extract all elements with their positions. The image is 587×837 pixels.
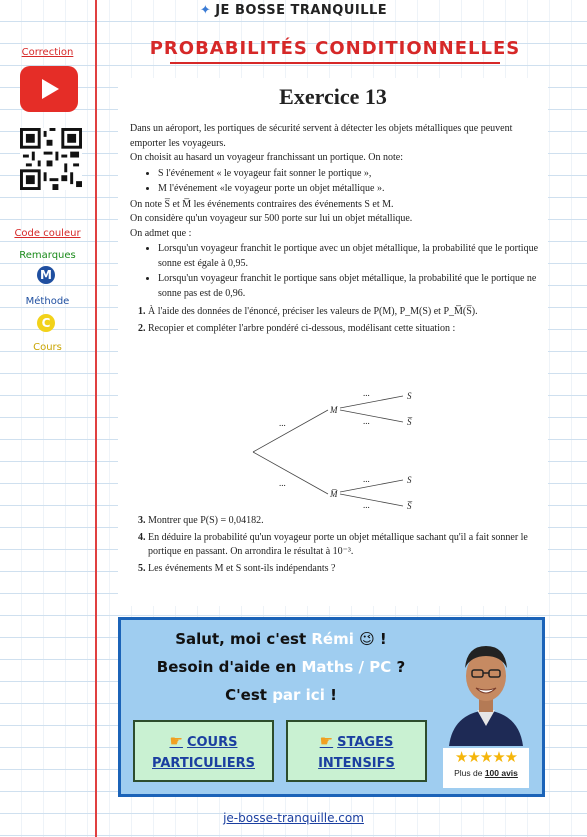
stages-intensifs-label-1: STAGES [337, 735, 394, 750]
promo-greeting-text: Salut, moi c'est [175, 630, 312, 648]
star-icon: ★★★★★ [454, 749, 518, 766]
stages-intensifs-button[interactable] [286, 720, 427, 782]
exercise-card [118, 78, 548, 606]
footer-link[interactable]: je-bosse-tranquille.com [223, 811, 364, 825]
page-title: PROBABILITÉS CONDITIONNELLES [149, 38, 521, 59]
brand-logo [0, 3, 587, 18]
brand-name: JE BOSSE TRANQUILLE [215, 3, 388, 18]
promo-help-text: Besoin d'aide en [156, 658, 302, 676]
tree-leaf-s-1: S [407, 391, 412, 401]
hypothesis-2: • Lorsqu'un voyageur franchit le portique sans objet métallique, la probabilité que le portique ne sonne pas est de 0,96. [158, 272, 538, 301]
tree-leaf-s-2: S [407, 475, 412, 485]
hypotheses-list [130, 242, 538, 301]
tree-dots-s-given-mbar: ... [363, 474, 370, 484]
question-4: 4. En déduire la probabilité qu'un voyageur porte un objet métallique sachant qu'il a fait sonner le portique en passant. On arrondira le résultat à 10⁻³. [148, 531, 538, 560]
question-1: 1. À l'aide des données de l'énoncé, préciser les valeurs de P(M), P_M(S) et P_M̅(S̅). [148, 305, 538, 320]
exercise-body [130, 122, 538, 338]
title-underline [170, 62, 500, 64]
cours-particuliers-button[interactable] [133, 720, 274, 782]
reviews-prefix: Plus de [454, 768, 485, 778]
promo-cta [121, 686, 441, 704]
cours-particuliers-label-2: PARTICULIERS [152, 756, 255, 771]
youtube-play-icon[interactable] [20, 66, 78, 112]
promo-cta-link[interactable]: par ici [272, 686, 325, 704]
promo-box [118, 617, 545, 797]
cours-badge-icon: C [37, 314, 55, 332]
hypothesis-1: • Lorsqu'un voyageur franchit le portique avec un objet métallique, la probabilité que le portique sonne est égale à 0,95. [158, 242, 538, 271]
promo-greeting-end: 😉 ! [353, 630, 387, 648]
rating-badge [443, 748, 529, 788]
tree-node-mbar: M̅ [330, 489, 338, 499]
tree-leaf-sbar-1: S̅ [407, 417, 412, 427]
stages-intensifs-label-2: INTENSIFS [318, 756, 395, 771]
promo-help [121, 658, 441, 676]
sidebar-code-couleur-label: Code couleur [14, 228, 81, 239]
question-3: 3. Montrer que P(S) = 0,04182. [148, 514, 538, 529]
promo-cta-text: C'est [225, 686, 273, 704]
sidebar-methode-label: Méthode [25, 296, 70, 307]
tree-dots-m: ... [279, 418, 286, 428]
tree-leaf-sbar-2: S̅ [407, 501, 412, 511]
tree-dots-mbar: ... [279, 478, 286, 488]
tree-dots-sbar-given-m: ... [363, 416, 370, 426]
questions-list [130, 305, 538, 336]
sidebar-correction-label: Correction [21, 47, 74, 58]
tree-dots-s-given-m: ... [363, 390, 370, 398]
qr-code-icon[interactable] [20, 128, 82, 190]
tree-node-m: M [330, 405, 338, 415]
admet-label: On admet que : [130, 227, 192, 239]
intro-paragraph: Dans un aéroport, les portiques de sécurité servent à détecter les objets métalliques que peuvent emporter les voyageurs. [130, 123, 513, 149]
questions-list-continued [130, 514, 538, 576]
definitions-list [130, 167, 538, 197]
consider-note: On considère qu'un voyageur sur 500 porte sur lui un objet métallique. [130, 213, 413, 224]
exercise-questions-end [130, 510, 538, 578]
sidebar-remarques-label: Remarques [19, 250, 76, 261]
promo-help-end: ? [391, 658, 406, 676]
pointing-hand-icon: ☛ [319, 732, 334, 750]
promo-subjects: Maths / PC [301, 658, 392, 676]
brand-star-icon: ✦ [199, 3, 212, 18]
cours-particuliers-label-1: COURS [186, 735, 238, 750]
tree-dots-sbar-given-mbar: ... [363, 500, 370, 510]
contraires-note: On note S̅ et M̅ les événements contraires des événements S et M. [130, 198, 394, 210]
tutor-photo [443, 626, 529, 746]
promo-greeting [121, 630, 441, 648]
question-2: 2. Recopier et compléter l'arbre pondéré ci-dessous, modélisant cette situation : [148, 322, 538, 337]
exercise-title: Exercice 13 [279, 84, 387, 109]
pointing-hand-icon: ☛ [169, 732, 183, 750]
promo-cta-end: ! [324, 686, 337, 704]
definition-m: • M l'événement «le voyageur porte un objet métallique ». [158, 182, 538, 197]
definition-s: • S l'événement « le voyageur fait sonner le portique », [158, 167, 538, 182]
promo-name: Rémi [311, 630, 354, 648]
probability-tree [243, 390, 423, 515]
reviews-count[interactable]: 100 avis [484, 768, 518, 778]
intro-note: On choisit au hasard un voyageur franchissant un portique. On note: [130, 152, 403, 163]
methode-badge-icon: M [37, 266, 55, 284]
question-5: 5. Les événements M et S sont-ils indépendants ? [148, 562, 538, 577]
sidebar-cours-label: Cours [33, 342, 62, 353]
